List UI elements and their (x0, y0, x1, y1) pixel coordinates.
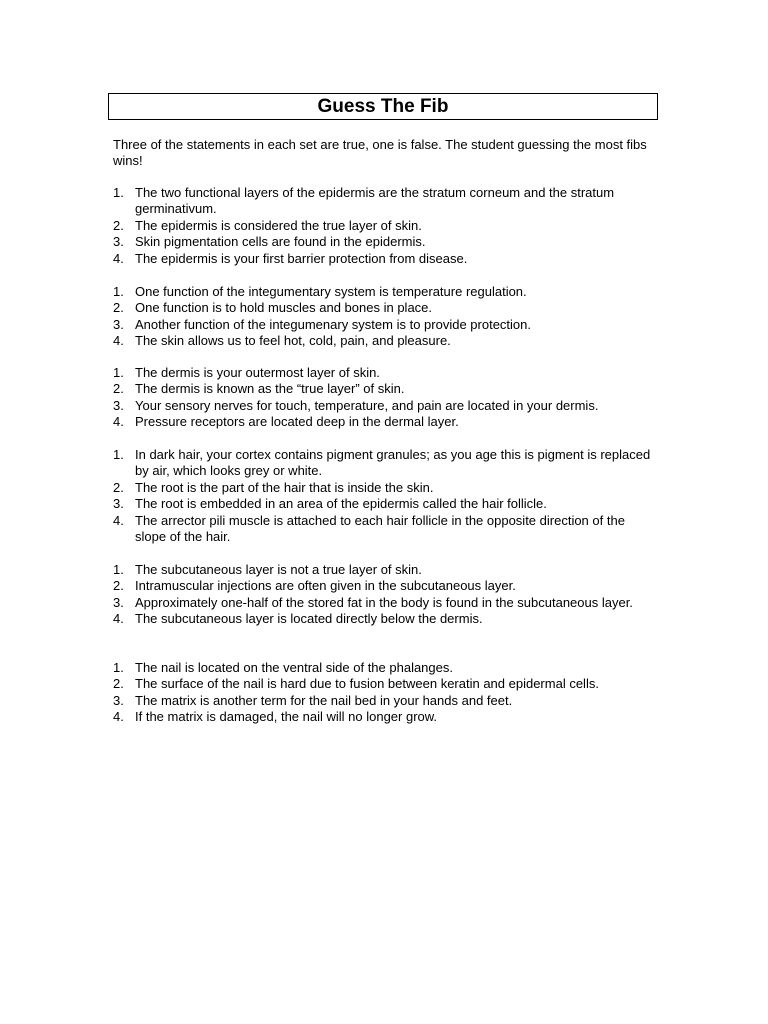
statement-item (113, 562, 658, 578)
statement-item (113, 676, 658, 692)
statement-number: 4. (113, 250, 124, 266)
statement-text: The subcutaneous layer is not a true layer of skin. (135, 562, 422, 577)
statement-number: 3. (113, 316, 124, 332)
statement-number: 2. (113, 381, 124, 397)
statement-number: 4. (113, 414, 124, 430)
statement-number: 2. (113, 217, 124, 233)
statement-item (113, 300, 658, 316)
statement-text: The two functional layers of the epidermis are the stratum corneum and the stratum germinativum. (135, 185, 615, 217)
statement-item (113, 317, 658, 333)
statement-text: The root is the part of the hair that is inside the skin. (135, 479, 434, 495)
statement-item (113, 480, 658, 496)
statement-text: If the matrix is damaged, the nail will no longer grow. (135, 709, 438, 725)
statement-item (113, 218, 658, 234)
statement-text: The surface of the nail is hard due to fusion between keratin and epidermal cells. (135, 676, 599, 692)
statement-item (113, 234, 658, 250)
statement-text: One function of the integumentary system is temperature regulation. (135, 284, 527, 299)
statement-item (113, 693, 658, 709)
statement-item (113, 414, 658, 430)
statement-number: 4. (113, 709, 124, 725)
statement-item (113, 513, 658, 546)
statement-item (113, 284, 658, 300)
statement-item (113, 185, 658, 218)
statement-text: The dermis is your outermost layer of skin. (135, 365, 380, 380)
statement-text: Pressure receptors are located deep in the dermal layer. (135, 414, 459, 430)
statement-text: Intramuscular injections are often given in the subcutaneous layer. (135, 578, 516, 594)
statement-item (113, 709, 658, 725)
statement-text: Approximately one-half of the stored fat in the body is found in the subcutaneous layer. (135, 594, 633, 610)
title-box (108, 93, 658, 120)
statement-number: 4. (113, 512, 124, 528)
statement-number: 1. (113, 365, 124, 380)
page-title: Guess The Fib (317, 96, 449, 117)
statement-number: 4. (113, 611, 124, 627)
statement-text: In dark hair, your cortex contains pigment granules; as you age this is pigment is replaced by air, which looks grey or white. (135, 447, 651, 479)
statement-number: 2. (113, 300, 124, 316)
statement-text: The arrector pili muscle is attached to each hair follicle in the opposite direction of the slope of the hair. (135, 512, 625, 545)
statement-set-2 (113, 284, 658, 350)
statement-item (113, 251, 658, 267)
statement-number: 3. (113, 397, 124, 413)
statement-text: The subcutaneous layer is located directly below the dermis. (135, 611, 483, 627)
statement-number: 2. (113, 676, 124, 692)
statement-text: Your sensory nerves for touch, temperature, and pain are located in your dermis. (135, 397, 599, 413)
statement-item (113, 611, 658, 627)
statement-number: 2. (113, 578, 124, 594)
statement-text: The root is embedded in an area of the epidermis called the hair follicle. (135, 496, 547, 512)
statement-text: The nail is located on the ventral side of the phalanges. (135, 660, 453, 675)
statement-number: 2. (113, 479, 124, 495)
statement-set-5 (113, 562, 658, 628)
statement-number: 1. (113, 185, 124, 200)
statement-number: 1. (113, 660, 124, 675)
statement-item (113, 381, 658, 397)
statement-number: 3. (113, 692, 124, 708)
statement-item (113, 447, 658, 480)
statement-set-4 (113, 447, 658, 545)
statement-item (113, 333, 658, 349)
statement-item (113, 660, 658, 676)
statement-text: The skin allows us to feel hot, cold, pain, and pleasure. (135, 333, 451, 349)
statement-text: Skin pigmentation cells are found in the epidermis. (135, 234, 426, 250)
statement-number: 3. (113, 234, 124, 250)
statement-set-3 (113, 365, 658, 431)
statement-item (113, 595, 658, 611)
statement-text: The dermis is known as the “true layer” of skin. (135, 381, 405, 397)
statement-number: 1. (113, 562, 124, 577)
statement-text: One function is to hold muscles and bones in place. (135, 300, 433, 316)
statement-set-6 (113, 660, 658, 726)
statement-text: The matrix is another term for the nail bed in your hands and feet. (135, 692, 513, 708)
statement-text: The epidermis is considered the true layer of skin. (135, 217, 422, 233)
statement-number: 3. (113, 496, 124, 512)
statement-text: Another function of the integumenary system is to provide protection. (135, 316, 531, 332)
statement-item (113, 496, 658, 512)
statement-number: 4. (113, 333, 124, 349)
statement-item (113, 398, 658, 414)
statement-set-1 (113, 185, 658, 267)
statement-number: 1. (113, 447, 124, 462)
statement-number: 3. (113, 594, 124, 610)
statement-text: The epidermis is your first barrier protection from disease. (135, 250, 468, 266)
statement-item (113, 578, 658, 594)
statement-item (113, 365, 658, 381)
intro-text: Three of the statements in each set are true, one is false. The student guessing the most fibs wins! (113, 137, 647, 169)
statement-number: 1. (113, 284, 124, 299)
